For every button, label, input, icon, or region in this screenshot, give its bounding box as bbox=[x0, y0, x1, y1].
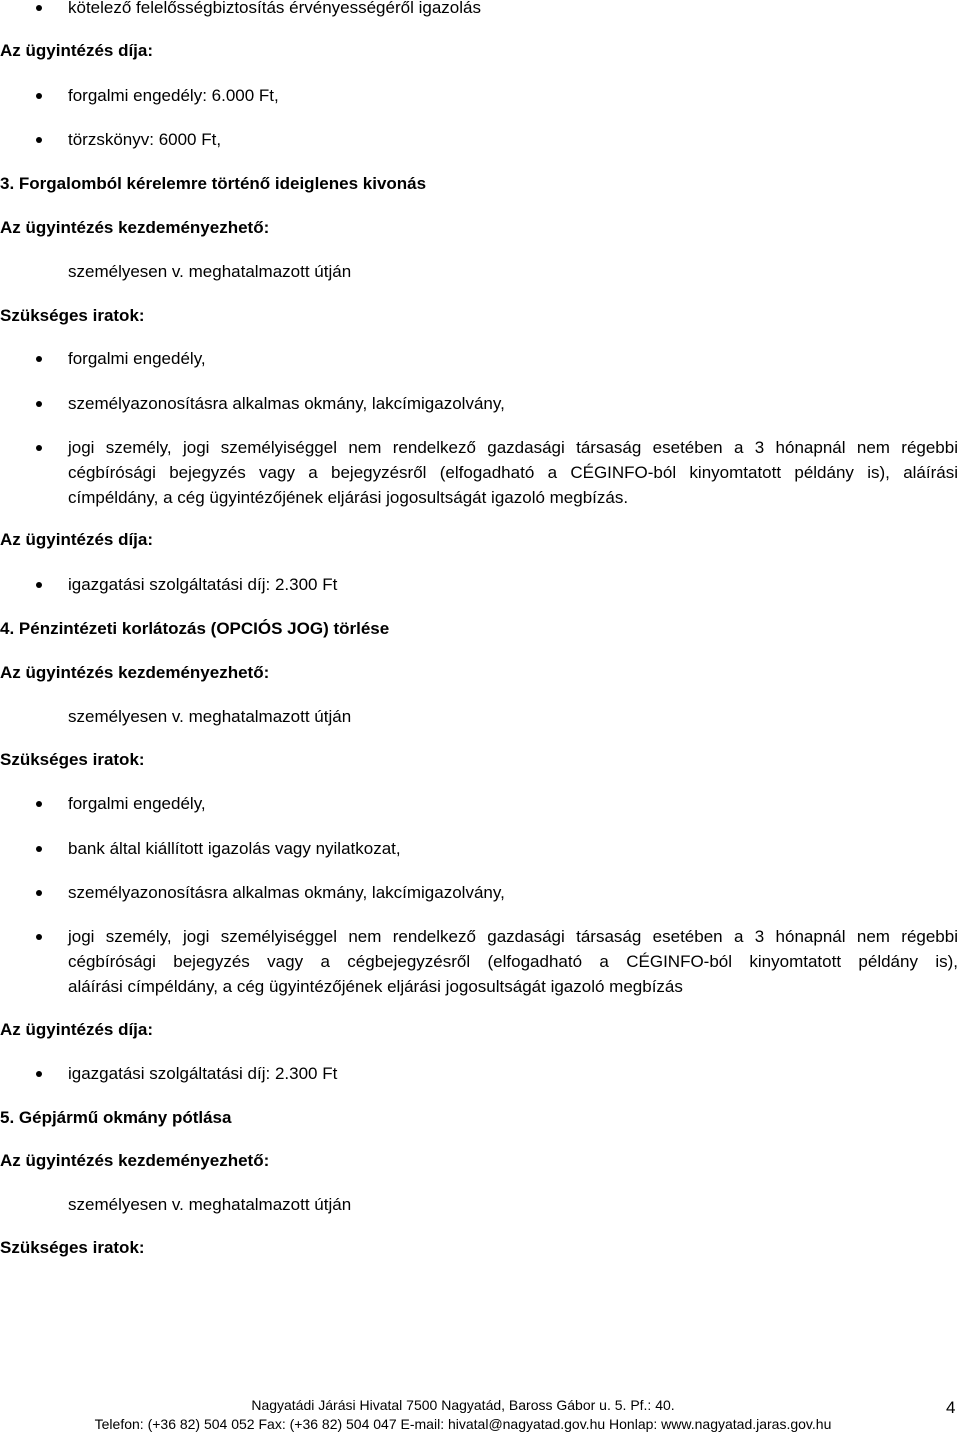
list-item: bank által kiállított igazolás vagy nyilatkozat, bbox=[68, 839, 401, 858]
section-heading: Szükséges iratok: bbox=[0, 1238, 145, 1257]
list-item: jogi személy, jogi személyiséggel nem rendelkező gazdasági társaság esetében a 3 hónapnál nem régebbi bbox=[68, 927, 958, 946]
body-text: személyesen v. meghatalmazott útján bbox=[68, 1195, 352, 1214]
list-item: kötelező felelősségbiztosítás érvényességéről igazolás bbox=[68, 0, 481, 19]
section-heading: Az ügyintézés díja: bbox=[0, 1020, 154, 1039]
section-heading: Az ügyintézés kezdeményezhető: bbox=[0, 218, 270, 237]
section-heading: Az ügyintézés díja: bbox=[0, 530, 154, 549]
list-item-continuation: cégbírósági bejegyzés vagy a cégbejegyzésről (elfogadható a CÉGINFO-ból kinyomtatott példány is), bbox=[68, 952, 958, 971]
list-item: személyazonosításra alkalmas okmány, lakcímigazolvány, bbox=[68, 883, 505, 902]
section-heading: Szükséges iratok: bbox=[0, 750, 145, 769]
list-item: jogi személy, jogi személyiséggel nem rendelkező gazdasági társaság esetében a 3 hónapnál nem régebbi bbox=[68, 438, 958, 457]
list-item-continuation: aláírási címpéldány, a cég ügyintézőjének eljárási jogosultságát igazoló megbízás bbox=[68, 977, 683, 996]
numbered-heading: 3. Forgalomból kérelemre történő ideiglenes kivonás bbox=[0, 174, 427, 193]
section-heading: Az ügyintézés kezdeményezhető: bbox=[0, 1151, 270, 1170]
list-item: forgalmi engedély: 6.000 Ft, bbox=[68, 86, 279, 105]
list-item: törzskönyv: 6000 Ft, bbox=[68, 130, 222, 149]
numbered-heading: 5. Gépjármű okmány pótlása bbox=[0, 1108, 232, 1127]
section-heading: Az ügyintézés díja: bbox=[0, 41, 154, 60]
page-number: 4 bbox=[946, 1398, 956, 1417]
list-item: forgalmi engedély, bbox=[68, 349, 206, 368]
list-item-continuation: címpéldány, a cég ügyintézőjének eljárási jogosultságát igazoló megbízás. bbox=[68, 488, 629, 507]
list-item: személyazonosításra alkalmas okmány, lakcímigazolvány, bbox=[68, 394, 505, 413]
section-heading: Szükséges iratok: bbox=[0, 306, 145, 325]
footer-address: Nagyatádi Járási Hivatal 7500 Nagyatád, Baross Gábor u. 5. Pf.: 40. bbox=[251, 1397, 675, 1413]
list-item: igazgatási szolgáltatási díj: 2.300 Ft bbox=[68, 575, 338, 594]
list-item: forgalmi engedély, bbox=[68, 794, 206, 813]
list-item-continuation: cégbírósági bejegyzés vagy a bejegyzésről (elfogadható a CÉGINFO-ból kinyomtatott példány is), aláírási bbox=[68, 463, 958, 482]
footer-contact: Telefon: (+36 82) 504 052 Fax: (+36 82) 504 047 E-mail: hivatal@nagyatad.gov.hu Honlap: www.nagyatad.jaras.gov.hu bbox=[94, 1416, 832, 1432]
body-text: személyesen v. meghatalmazott útján bbox=[68, 707, 352, 726]
numbered-heading: 4. Pénzintézeti korlátozás (OPCIÓS JOG) törlése bbox=[0, 619, 390, 638]
list-item: igazgatási szolgáltatási díj: 2.300 Ft bbox=[68, 1064, 338, 1083]
section-heading: Az ügyintézés kezdeményezhető: bbox=[0, 663, 270, 682]
body-text: személyesen v. meghatalmazott útján bbox=[68, 262, 352, 281]
